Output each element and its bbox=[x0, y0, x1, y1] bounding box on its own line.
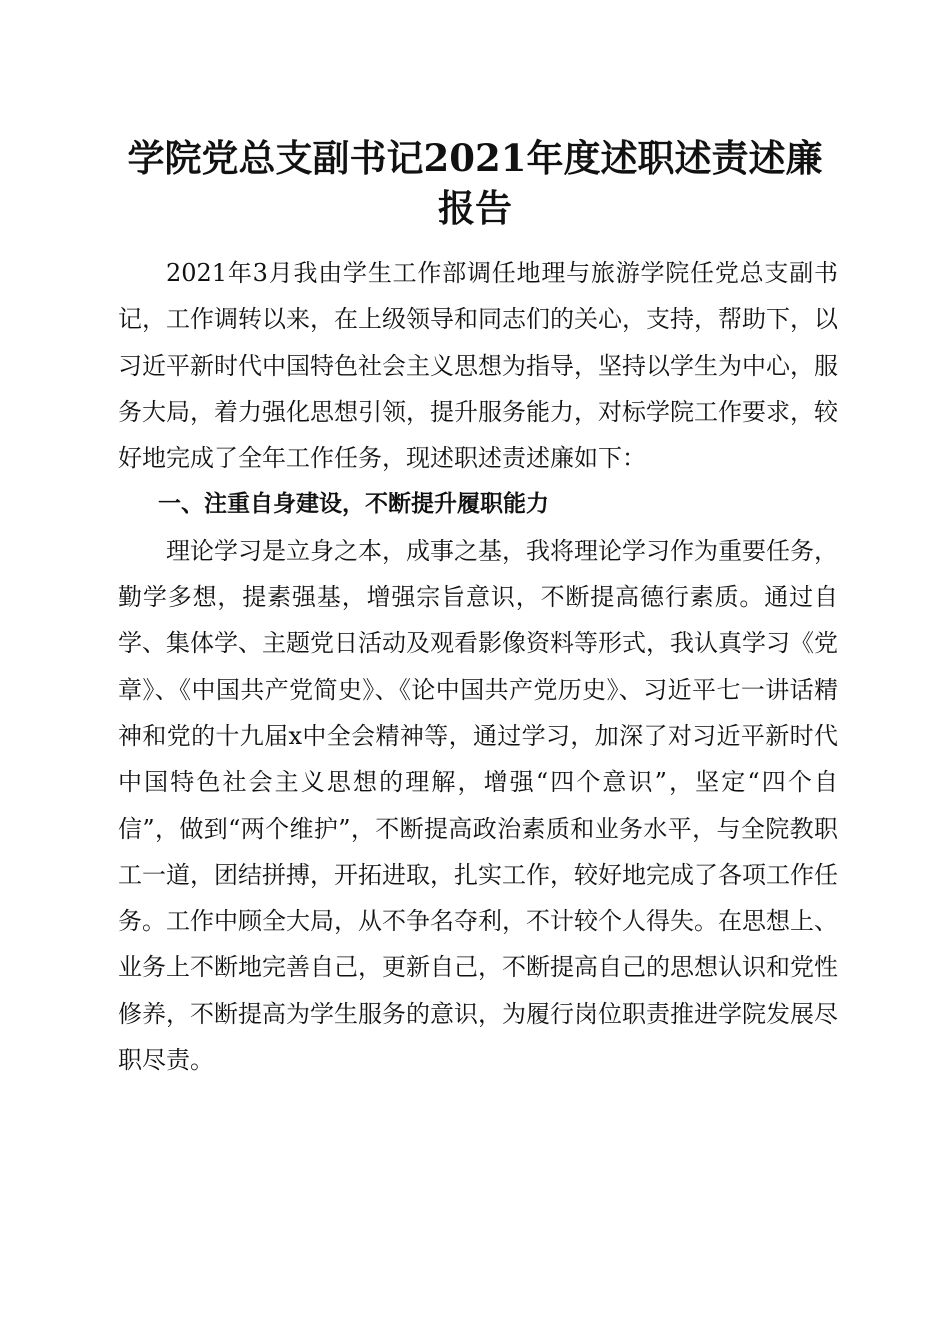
section-paragraph: 理论学习是立身之本，成事之基，我将理论学习作为重要任务，勤学多想，提素强基，增强宗旨意识，不断提高德行素质。通过自学、集体学、主题党日活动及观看影像资料等形式，我认真学习《党章》、《中国共产党简史》、《论中国共产党历史》、习近平七一讲话精神和党的十九届x中全会精神等，通过学习，加深了对习近平新时代中国特色社会主义思想的理解，增强“四个意识”，坚定“四个自信”，做到“两个维护”，不断提高政治素质和业务水平，与全院教职工一道，团结拼搏，开拓进取，扎实工作，较好地完成了各项工作任务。工作中顾全大局，从不争名夺利，不计较个人得失。在思想上、业务上不断地完善自己，更新自己，不断提高自己的思想认识和党性修养，不断提高为学生服务的意识，为履行岗位职责推进学院发展尽职尽责。 bbox=[118, 536, 838, 1075]
document-title: 学院党总支副书记2021年度述职述责述廉报告 bbox=[127, 136, 823, 230]
section-heading: 一、注重自身建设，不断提升履职能力 bbox=[158, 491, 549, 518]
document-body bbox=[118, 250, 838, 1083]
intro-paragraph: 2021年3月我由学生工作部调任地理与旅游学院任党总支副书记，工作调转以来，在上级领导和同志们的关心，支持，帮助下，以习近平新时代中国特色社会主义思想为指导，坚持以学生为中心，服务大局，着力强化思想引领，提升服务能力，对标学院工作要求，较好地完成了全年工作任务，现述职述责述廉如下： bbox=[118, 259, 838, 473]
